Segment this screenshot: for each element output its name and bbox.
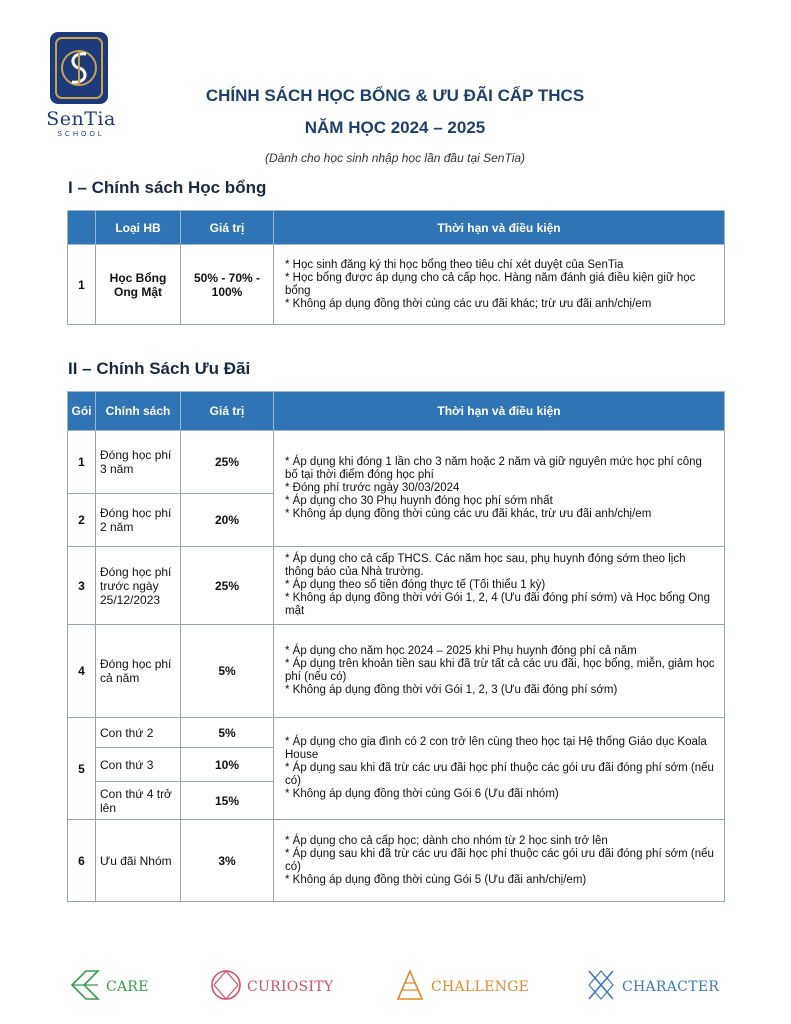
condition-line: * Áp dụng khi đóng 1 lần cho 3 năm hoặc 2 năm và giữ nguyên mức học phí công bố tại thời điểm đóng học phí xyxy=(285,456,702,481)
policy-name: Con thứ 2 xyxy=(96,718,181,748)
condition-line: * Không áp dụng đồng thời với Gói 1, 2, 4 (Ưu đãi đóng phí sớm) và Học bổng Ong mật xyxy=(285,592,710,617)
condition-line: * Áp dụng cho cả cấp THCS. Các năm học sau, phụ huynh đóng sớm theo lịch thông báo của Nhà trường. xyxy=(285,553,686,578)
table-header-row xyxy=(68,392,725,431)
header-type: Loại HB xyxy=(96,211,181,245)
header-conditions: Thời hạn và điều kiện xyxy=(274,392,725,431)
condition-line: * Học bổng được áp dụng cho cả cấp học. Hàng năm đánh giá điều kiện giữ học bổng xyxy=(285,271,696,297)
logo-subtitle: SCHOOL xyxy=(57,131,105,138)
condition-line: * Áp dụng cho cả cấp học; dành cho nhóm từ 2 học sinh trở lên xyxy=(285,834,608,847)
condition-line: * Không áp dụng đồng thời cùng các ưu đãi khác, trừ ưu đãi anh/chị/em xyxy=(285,508,652,520)
policy-name: Con thứ 4 trở lên xyxy=(96,782,181,820)
footer-curiosity-label: CURIOSITY xyxy=(247,979,334,995)
header-value: Giá trị xyxy=(181,211,274,245)
condition-line: * Học sinh đăng ký thi học bổng theo tiêu chí xét duyệt của SenTia xyxy=(285,258,624,271)
policy-name: Đóng học phí 2 năm xyxy=(96,494,181,547)
footer-care-label: CARE xyxy=(106,979,149,995)
table-header-row xyxy=(68,211,725,245)
package-number: 4 xyxy=(68,625,96,718)
condition-line: * Không áp dụng đồng thời cùng Gói 6 (Ưu đãi nhóm) xyxy=(285,788,559,800)
section-scholarship-heading: I – Chính sách Học bổng xyxy=(68,178,267,197)
package-number: 2 xyxy=(68,494,96,547)
character-icon xyxy=(584,966,618,1004)
policy-name: Con thứ 3 xyxy=(96,748,181,782)
scholarship-conditions xyxy=(274,245,725,325)
condition-line: * Không áp dụng đồng thời cùng Gói 5 (Ưu đãi anh/chị/em) xyxy=(285,873,587,886)
policy-value: 3% xyxy=(181,820,274,902)
row-number: 1 xyxy=(68,245,96,325)
scholarship-value: 50% - 70% - 100% xyxy=(181,245,274,325)
condition-line: * Áp dụng theo số tiền đóng thực tế (Tối thiểu 1 kỳ) xyxy=(285,579,546,591)
header-empty xyxy=(68,211,96,245)
challenge-icon xyxy=(393,966,427,1004)
package-number: 5 xyxy=(68,718,96,820)
page-subtitle: (Dành cho học sinh nhập học lần đầu tại SenTia) xyxy=(264,151,526,165)
footer-challenge xyxy=(393,966,530,1006)
header-value: Giá trị xyxy=(181,392,274,431)
crest-icon xyxy=(48,30,110,106)
package-number: 6 xyxy=(68,820,96,902)
policy-value: 25% xyxy=(181,547,274,625)
policy-value: 20% xyxy=(181,494,274,547)
care-icon xyxy=(68,966,102,1004)
package-4-conditions xyxy=(274,625,725,718)
condition-line: * Áp dụng cho 30 Phụ huynh đóng học phí sớm nhất xyxy=(285,495,553,507)
policy-name: Đóng học phí trước ngày 25/12/2023 xyxy=(96,547,181,625)
header-conditions: Thời hạn và điều kiện xyxy=(274,211,725,245)
header-policy: Chính sách xyxy=(96,392,181,431)
footer-challenge-label: CHALLENGE xyxy=(431,979,530,995)
policy-value: 15% xyxy=(181,782,274,820)
footer-character xyxy=(584,966,720,1006)
package-6-conditions xyxy=(274,820,725,902)
policy-name: Đóng học phí 3 năm xyxy=(96,431,181,494)
footer-character-label: CHARACTER xyxy=(622,979,720,995)
package-3-conditions xyxy=(274,547,725,625)
header-package: Gói xyxy=(68,392,96,431)
footer-care xyxy=(68,966,158,1006)
policy-value: 5% xyxy=(181,718,274,748)
incentive-table xyxy=(67,391,725,902)
condition-line: * Áp dụng cho gia đình có 2 con trở lên cùng theo học tại Hệ thống Giáo dục Koala House xyxy=(285,736,707,761)
scholarship-name: Học Bổng Ong Mật xyxy=(96,245,181,325)
table-row xyxy=(68,820,725,902)
condition-line: * Áp dụng trên khoản tiền sau khi đã trừ tất cả các ưu đãi, học bổng, miễn, giảm học phí (nếu có) xyxy=(285,658,715,683)
scholarship-table xyxy=(67,210,725,325)
condition-line: * Áp dụng sau khi đã trừ các ưu đãi học phí thuộc các gói ưu đãi đóng phí sớm (nếu có) xyxy=(285,762,714,787)
package-1-2-conditions xyxy=(274,431,725,547)
condition-line: * Không áp dụng đồng thời với Gói 1, 2, 3 (Ưu đãi đóng phí sớm) xyxy=(285,684,618,696)
package-5-conditions xyxy=(274,718,725,820)
logo-name: SenTia xyxy=(46,108,116,130)
condition-line: * Áp dụng cho năm học 2024 – 2025 khi Phụ huynh đóng phí cả năm xyxy=(285,645,637,657)
condition-line: * Không áp dụng đồng thời cùng các ưu đãi khác; trừ ưu đãi anh/chị/em xyxy=(285,297,652,310)
curiosity-icon xyxy=(209,966,243,1004)
policy-value: 5% xyxy=(181,625,274,718)
package-number: 3 xyxy=(68,547,96,625)
policy-value: 10% xyxy=(181,748,274,782)
condition-line: * Áp dụng sau khi đã trừ các ưu đãi học phí thuộc các gói ưu đãi đóng phí sớm (nếu có) xyxy=(285,847,714,873)
section-incentive-heading: II – Chính Sách Ưu Đãi xyxy=(68,359,251,378)
table-row xyxy=(68,431,725,494)
policy-name: Ưu đãi Nhóm xyxy=(96,820,181,902)
page-title: CHÍNH SÁCH HỌC BỔNG & ƯU ĐÃI CẤP THCS xyxy=(205,86,585,105)
condition-line: * Đóng phí trước ngày 30/03/2024 xyxy=(285,482,460,494)
table-row xyxy=(68,718,725,748)
policy-value: 25% xyxy=(181,431,274,494)
school-year-title: NĂM HỌC 2024 – 2025 xyxy=(304,118,486,137)
table-row xyxy=(68,245,725,325)
table-row xyxy=(68,625,725,718)
package-number: 1 xyxy=(68,431,96,494)
table-row xyxy=(68,547,725,625)
footer-curiosity xyxy=(209,966,339,1006)
policy-name: Đóng học phí cả năm xyxy=(96,625,181,718)
